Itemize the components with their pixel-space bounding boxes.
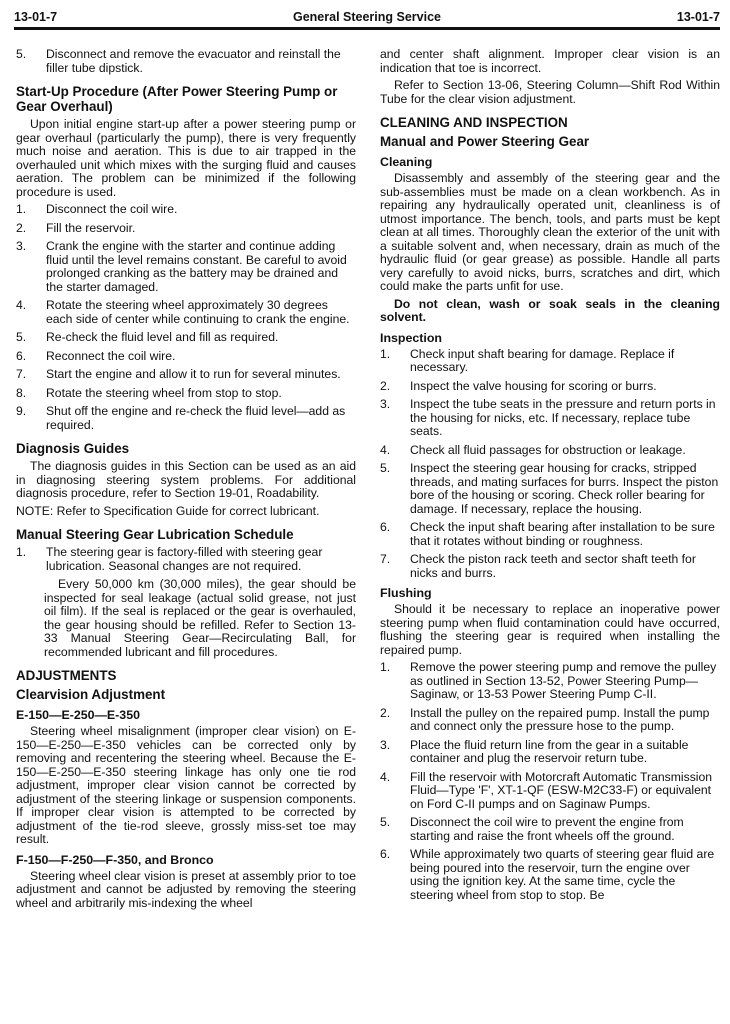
list-text: Check the input shaft bearing after installation to be sure that it rotates without binding or roughness.: [410, 520, 715, 548]
list-item: [380, 462, 720, 516]
list-number: 4.: [16, 298, 27, 312]
inspection-steps: [380, 348, 720, 581]
list-number: 4.: [380, 769, 391, 784]
list-item: [16, 350, 356, 364]
startup-steps: [16, 203, 356, 432]
flushing-heading: Flushing: [380, 586, 432, 600]
list-item: [380, 521, 720, 548]
list-number: 3.: [380, 737, 391, 752]
list-number: 8.: [16, 385, 27, 400]
section-title: General Steering Service: [293, 10, 441, 24]
list-item: [16, 387, 356, 401]
list-text: Shut off the engine and re-check the fluid level—add as required.: [46, 404, 346, 432]
adjustments-heading: ADJUSTMENTS: [16, 668, 117, 683]
list-number: 9.: [16, 404, 27, 418]
list-number: 5.: [16, 47, 27, 61]
f-series-heading: F-150—F-250—F-350, and Bronco: [16, 852, 214, 867]
flushing-steps: [380, 661, 720, 902]
list-number: 5.: [16, 330, 27, 344]
diagnosis-heading: Diagnosis Guides: [16, 441, 130, 456]
list-number: 6.: [16, 348, 27, 363]
header-rule: [14, 27, 720, 30]
list-number: 1.: [16, 545, 27, 559]
inspection-heading: Inspection: [380, 330, 442, 345]
page-number-left: 13-01-7: [14, 10, 58, 24]
list-text: The steering gear is factory-filled with steering gear lubrication. Seasonal changes are not required.: [46, 545, 323, 573]
list-text: Fill the reservoir.: [46, 220, 136, 235]
right-column: [380, 48, 720, 907]
list-number: 1.: [380, 346, 391, 361]
startup-intro: Upon initial engine start-up after a power steering pump or gear overhaul (particularly the pump), there is very frequently much noise and aeration. This is due to air trapped in the overhauled unit which mixes with the surging fluid and causes aeration. The problem can be minimized if the following procedure is used.: [16, 117, 356, 199]
list-number: 2.: [380, 378, 391, 393]
list-text: Rotate the steering wheel approximately 30 degrees each side of center while continuing to crank the engine.: [46, 298, 350, 326]
list-text: Inspect the steering gear housing for cracks, stripped threads, and mating surfaces for burrs. Inspect the piston bore of the housing or scoring. Check roller bearing for damage. If necessary, replace the housing.: [410, 461, 719, 516]
e-series-text: Steering wheel misalignment (improper clear vision) on E-150—E-250—E-350 vehicles can be corrected only by removing and recentering the steering wheel. Because the E-150—E-250—E-350 steering linkage has only one tie rod adjustment, improper clear vision cannot be corrected by adjustment of the steering linkage or suspension components. If improper clear vision is attempted to be corrected by adjustment of the tie-rod sleeve, grossly miss-set toe may result.: [16, 724, 356, 846]
list-item: [380, 380, 720, 394]
list-text: Crank the engine with the starter and continue adding fluid until the level remains constant. Be careful to avoid prolonged cranking as the battery may be drained and the starter damaged.: [46, 239, 347, 294]
list-text: Check the piston rack teeth and sector shaft teeth for nicks and burrs.: [410, 552, 696, 580]
list-number: 1.: [380, 660, 391, 674]
list-number: 6.: [380, 847, 391, 861]
list-number: 6.: [380, 520, 391, 534]
continued-text: and center shaft alignment. Improper clear vision is an indication that toe is incorrect.: [380, 47, 720, 75]
page-header: [14, 8, 720, 30]
list-item: [380, 553, 720, 580]
list-text: Check all fluid passages for obstruction or leakage.: [410, 442, 686, 457]
cleaning-text: Disassembly and assembly of the steering gear and the sub-assemblies must be made on a clean workbench. As in repairing any hydraulically operated unit, cleanliness is of utmost importance. The bench, tools, and parts must be kept clean at all times. Thoroughly clean the exterior of the unit with a suitable solvent and, when necessary, drain as much of the hydraulic fluid (or gear grease) as possible. Handle all parts very carefully to avoid nicks, burrs, scratches and dirt, which could make the parts unfit for use.: [380, 171, 720, 293]
list-item: [380, 816, 720, 843]
list-item: [16, 222, 356, 236]
refer-text: Refer to Section 13-06, Steering Column—Shift Rod Within Tube for the clear vision adjustment.: [380, 78, 720, 106]
list-number: 3.: [16, 239, 27, 253]
list-number: 7.: [380, 552, 391, 566]
cleaning-heading: Cleaning: [380, 155, 433, 169]
cleaning-inspection-heading: CLEANING AND INSPECTION: [380, 115, 568, 130]
list-number: 5.: [380, 461, 391, 475]
list-item: [380, 348, 720, 375]
list-text: Re-check the fluid level and fill as required.: [46, 330, 279, 344]
list-item: [16, 368, 356, 382]
list-text: Inspect the valve housing for scoring or burrs.: [410, 378, 657, 393]
list-item: [16, 240, 356, 294]
diagnosis-text: The diagnosis guides in this Section can be used as an aid in diagnosing steering system problems. For additional diagnosis procedure, refer to Section 19-01, Roadability.: [16, 459, 356, 500]
list-item: [380, 739, 720, 766]
page-number-right: 13-01-7: [676, 10, 720, 24]
list-text: Disconnect and remove the evacuator and reinstall the filler tube dipstick.: [46, 47, 341, 75]
list-number: 3.: [380, 397, 391, 411]
list-number: 2.: [380, 705, 391, 720]
list-item: [16, 299, 356, 326]
list-item: [16, 203, 356, 217]
list-item: [380, 398, 720, 439]
list-text: Inspect the tube seats in the pressure and return ports in the housing for nicks, etc. If necessary, replace tube seats.: [410, 397, 716, 438]
list-number: 1.: [16, 202, 27, 216]
e-series-heading: E-150—E-250—E-350: [16, 708, 140, 722]
list-item: [16, 48, 356, 75]
left-column: [16, 48, 356, 914]
list-text: Place the fluid return line from the gear in a suitable container and plug the reservoir return tube.: [410, 737, 689, 765]
clearvision-heading: Clearvision Adjustment: [16, 687, 166, 702]
list-item: [16, 331, 356, 345]
list-number: 7.: [16, 367, 27, 381]
list-text: Disconnect the coil wire to prevent the engine from starting and raise the front wheels off the ground.: [410, 815, 684, 843]
list-item: [380, 444, 720, 458]
list-text: Disconnect the coil wire.: [46, 202, 178, 216]
cleaning-warning: Do not clean, wash or soak seals in the cleaning solvent.: [380, 296, 720, 324]
list-text: Check input shaft bearing for damage. Replace if necessary.: [410, 346, 675, 374]
list-item: [380, 771, 720, 812]
startup-heading: Start-Up Procedure (After Power Steering Pump or Gear Overhaul): [16, 84, 338, 114]
list-number: 4.: [380, 442, 391, 457]
list-text: Fill the reservoir with Motorcraft Automatic Transmission Fluid—Type 'F', XT-1-QF (ESW-M2C33-F) or equivalent on Ford C-II pumps and on Saginaw Pumps.: [410, 769, 713, 811]
list-text: Install the pulley on the repaired pump. Install the pump and connect only the pressure hose to the pump.: [410, 705, 710, 733]
lubricant-note: NOTE: Refer to Specification Guide for correct lubricant.: [16, 503, 320, 518]
lube-inspection-text: Every 50,000 km (30,000 miles), the gear should be inspected for seal leakage (actual solid grease, not just oil film). If the seal is replaced or the gear is overhauled, the gear housing should be refilled. Refer to Section 13-33 Manual Steering Gear—Recirculating Ball, for recommended lubricant and fill procedures.: [44, 577, 356, 659]
list-text: Start the engine and allow it to run for several minutes.: [46, 367, 341, 381]
list-text: Rotate the steering wheel from stop to stop.: [46, 385, 282, 400]
list-text: Remove the power steering pump and remove the pulley as outlined in Section 13-52, Power Steering Pump—Saginaw, or 13-53 Power Steering Pump C-II.: [410, 660, 717, 701]
f-series-text: Steering wheel clear vision is preset at assembly prior to toe adjustment and cannot be adjusted by removing the steering wheel and arbitrarily mis-indexing the wheel: [16, 868, 356, 910]
flushing-text: Should it be necessary to replace an inoperative power steering pump when fluid contamination could have occurred, flushing the steering gear is required when installing the repaired pump.: [380, 602, 720, 657]
list-item: [380, 848, 720, 902]
list-item: [380, 661, 720, 702]
list-number: 5.: [380, 815, 391, 829]
lube-schedule-heading: Manual Steering Gear Lubrication Schedule: [16, 527, 294, 542]
steering-gear-heading: Manual and Power Steering Gear: [380, 134, 590, 149]
list-item: [16, 405, 356, 432]
list-number: 2.: [16, 220, 27, 235]
list-text: While approximately two quarts of steering gear fluid are being poured into the reservoir, turn the engine over using the ignition key. At the same time, cycle the steering wheel from stop to stop. Be: [410, 847, 715, 902]
list-text: Reconnect the coil wire.: [46, 348, 176, 363]
list-item: [16, 546, 356, 573]
list-item: [380, 707, 720, 734]
